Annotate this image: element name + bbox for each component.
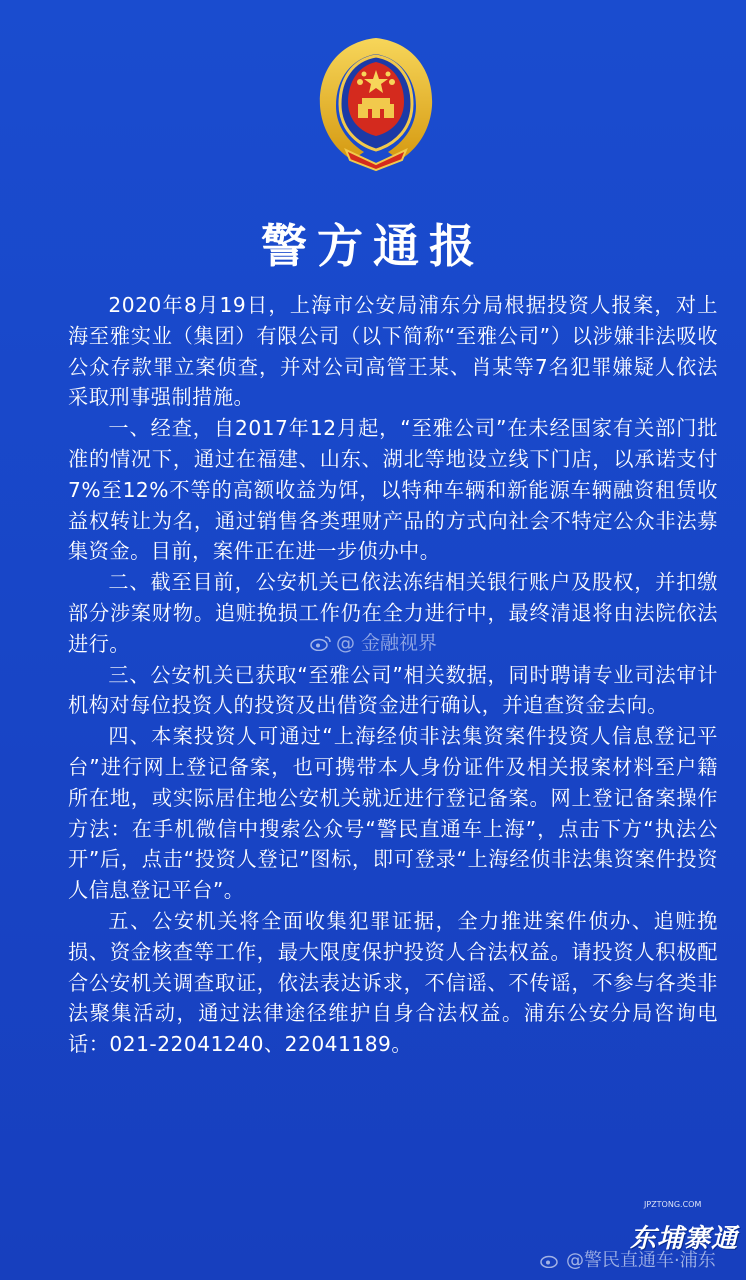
paragraph-1: 一、经查，自2017年12月起，“至雅公司”在未经国家有关部门批准的情况下，通过在福建、山东、湖北等地设立线下门店，以承诺支付7%至12%不等的高额收益为饵，以特种车辆和新能源车辆融资租赁收益权转让为名，通过销售各类理财产品的方式向社会不特定公众非法募集资金。目前，案件正在进一步侦办中。 [68, 416, 718, 564]
watermark-center-text: @ 金融视界 [336, 632, 438, 654]
site-url: JPZTONG.COM [644, 1200, 702, 1209]
paragraph-2: 二、截至目前，公安机关已依法冻结相关银行账户及股权，并扣缴部分涉案财物。追赃挽损工作仍在全力进行中，最终清退将由法院依法进行。 [68, 570, 718, 656]
notice-title: 警方通报 [261, 219, 485, 273]
paragraph-intro: 2020年8月19日，上海市公安局浦东分局根据投资人报案，对上海至雅实业（集团）有限公司（以下简称“至雅公司”）以涉嫌非法吸收公众存款罪立案侦查，并对公司高管王某、肖某等7名犯罪嫌疑人依法采取刑事强制措施。 [68, 293, 718, 410]
site-logo-text: 东埔寨通 [630, 1224, 739, 1254]
watermark-bottom [540, 1246, 716, 1272]
paragraph-5: 五、公安机关将全面收集犯罪证据，全力推进案件侦办、追赃挽损、资金核查等工作，最大限度保护投资人合法权益。请投资人积极配合公安机关调查取证，依法表达诉求，不信谣、不传谣，不参与各类非法聚集活动，通过法律途径维护自身合法权益。浦东公安分局咨询电话：021-22041240、22041189。 [68, 908, 718, 1057]
weibo-icon [310, 635, 332, 651]
paragraph-4: 四、本案投资人可通过“上海经侦非法集资案件投资人信息登记平台”进行网上登记备案，也可携带本人身份证件及相关报案材料至户籍所在地，或实际居住地公安机关就近进行登记备案。网上登记备案操作方法：在手机微信中搜索公众号“警民直通车上海”，点击下方“执法公开”后，点击“投资人登记”图标，即可登录“上海经侦非法集资案件投资人信息登记平台”。 [68, 724, 718, 903]
watermark-center [310, 628, 437, 655]
watermark-bottom-text: @警民直通车·浦东 [566, 1250, 716, 1271]
paragraph-3: 三、公安机关已获取“至雅公司”相关数据，同时聘请专业司法审计机构对每位投资人的投资及出借资金进行确认，并追查资金去向。 [68, 662, 718, 718]
notice-body [68, 290, 718, 1060]
weibo-icon [540, 1252, 562, 1268]
police-emblem-icon [308, 32, 444, 172]
